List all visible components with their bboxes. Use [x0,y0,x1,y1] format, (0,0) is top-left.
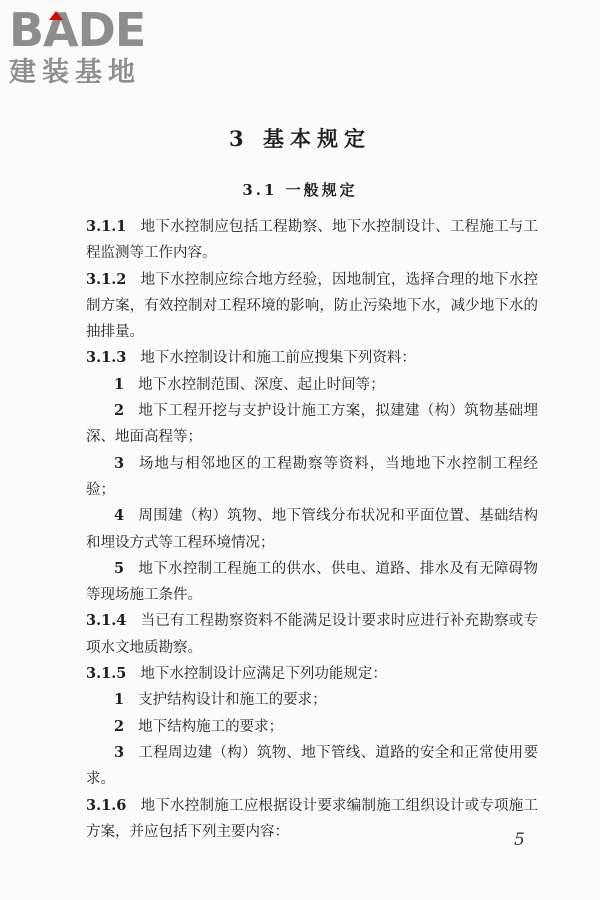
page-number: 5 [514,830,525,850]
clause-text: 地下水控制应包括工程勘察、地下水控制设计、工程施工与工程监测等工作内容。 [86,219,538,262]
publisher-logo [9,3,174,90]
clause-number: 3.1.4 [86,612,127,630]
subitem-text: 地下结构施工的要求； [138,718,284,735]
subitem-text: 地下水控制范围、深度、起止时间等； [138,376,385,393]
clause [86,661,538,687]
clause-number: 3.1.6 [86,796,127,814]
subitem-number: 3 [114,743,125,761]
clause-subitem [86,687,538,713]
clause-number: 3.1.1 [86,218,127,235]
clause [86,608,538,661]
clause [86,214,538,267]
clause-text: 当已有工程勘察资料不能满足设计要求时应进行补充勘察或专项水文地质勘察。 [86,613,538,656]
subitem-number: 4 [114,507,125,525]
subitem-text: 地下水控制工程施工的供水、供电、道路、排水及有无障碍物等现场施工条件。 [86,560,538,604]
clause [86,793,538,846]
chapter-title: 3 基本规定 [229,126,371,151]
section-title: 3.1 一般规定 [242,181,358,199]
clause-text: 地下水控制应综合地方经验，因地制宜，选择合理的地下水控制方案，有效控制对工程环境的影响，防止污染地下水，减少地下水的抽排量。 [86,271,538,341]
clause [86,345,538,371]
clause-text: 地下水控制设计和施工前应搜集下列资料： [140,350,416,367]
clause-subitem [86,451,538,504]
subitem-number: 1 [114,691,125,709]
clause-number: 3.1.3 [86,349,127,367]
clause [86,267,538,346]
subitem-number: 1 [114,375,125,393]
clause-text: 地下水控制施工应根据设计要求编制施工组织设计或专项施工方案，并应包括下列主要内容： [86,797,538,840]
clause-subitem [86,503,538,556]
subitem-number: 3 [114,454,125,472]
clause-subitem [86,714,538,740]
logo-red-accent [49,11,63,20]
clause-subitem [86,398,538,451]
clause-number: 3.1.2 [86,270,127,288]
clause-subitem [86,740,538,793]
clause-subitem [86,372,538,398]
subitem-text: 工程周边建（构）筑物、地下管线、道路的安全和正常使用要求。 [86,744,538,788]
logo-wordmark: BADE [9,3,146,57]
clause-number: 3.1.5 [86,665,127,683]
subitem-text: 地下工程开挖与支护设计施工方案，拟建建（构）筑物基础埋深、地面高程等； [86,403,538,446]
subitem-text: 周围建（构）筑物、地下管线分布状况和平面位置、基础结构和埋设方式等工程环境情况； [86,508,538,551]
clause-list [86,214,538,845]
subitem-number: 5 [114,559,125,577]
subitem-number: 2 [114,717,125,735]
subitem-text: 支护结构设计和施工的要求； [138,692,327,709]
subitem-number: 2 [114,402,125,420]
clause-subitem [86,556,538,609]
logo-subtitle: 建装基地 [9,57,141,88]
subitem-text: 场地与相邻地区的工程勘察等资料，当地地下水控制工程经验； [86,455,538,498]
clause-text: 地下水控制设计应满足下列功能规定： [140,666,387,683]
